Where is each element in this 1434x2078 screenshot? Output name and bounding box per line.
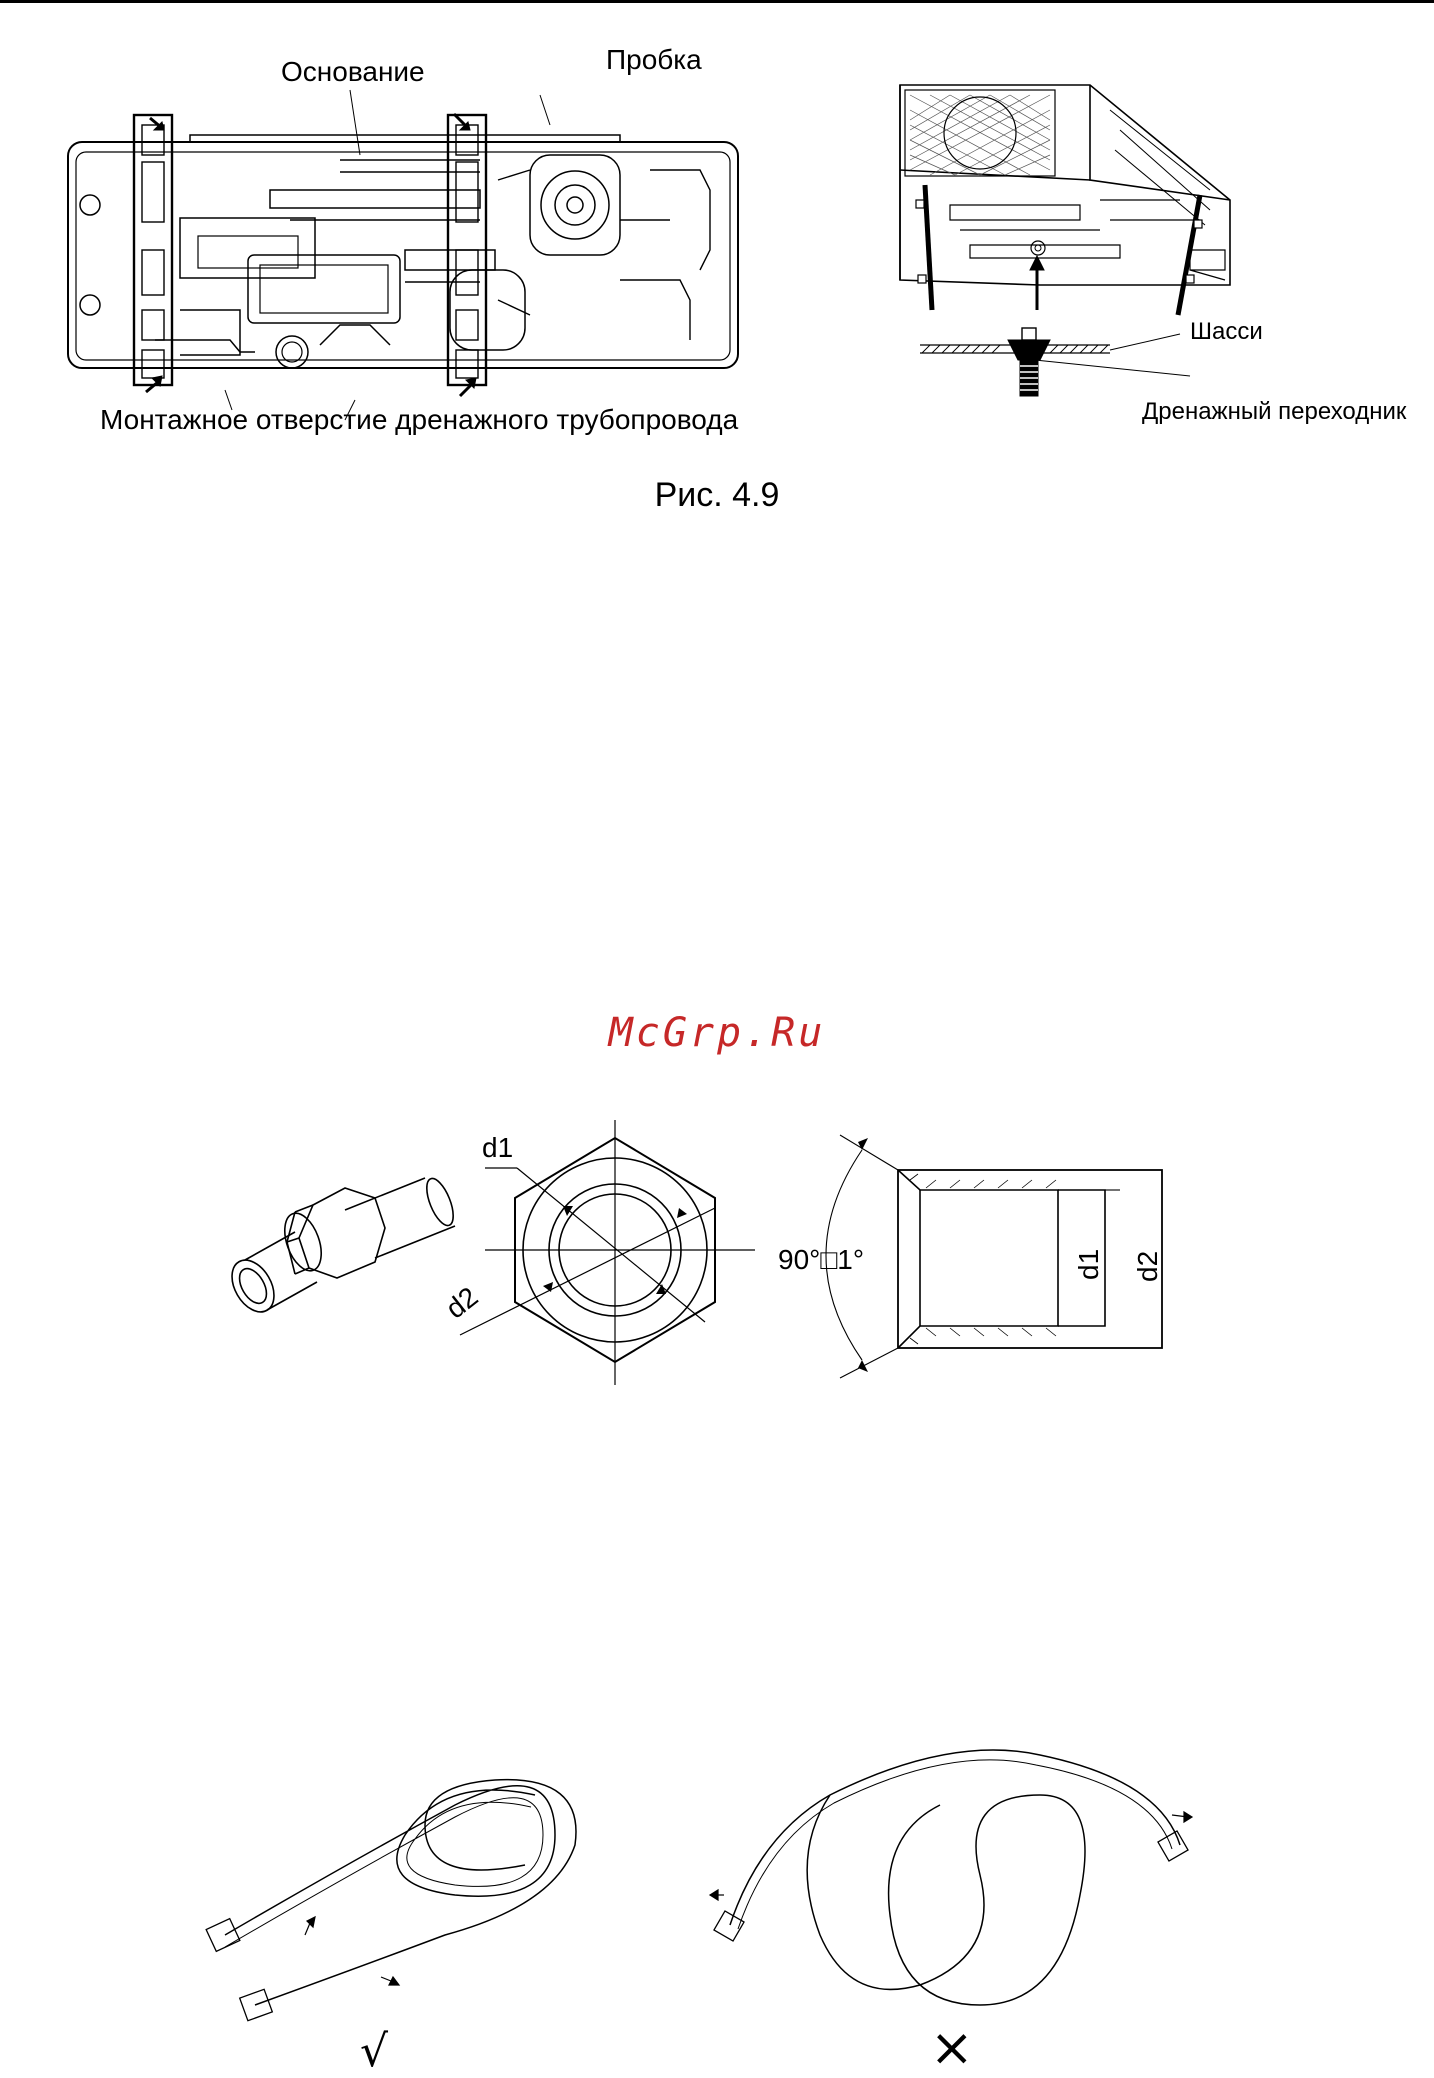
label-flare-angle: 90°□1° [778,1244,865,1275]
coiled-pipe-correct [195,1735,595,2035]
label-d2-section: d2 [1132,1250,1163,1282]
wrong-mark: × [930,2018,974,2078]
label-d1-section: d1 [1073,1248,1104,1280]
label-base: Основание [281,56,425,87]
figure-caption: Рис. 4.9 [654,476,780,514]
label-plug: Пробка [606,44,702,75]
outdoor-unit-drawing [860,70,1300,420]
label-drain-adapter: Дренажный переходник [1142,398,1407,425]
unit-base-drawing [60,100,760,400]
label-drain-mount-hole: Монтажное отверстие дренажного трубопровода [100,404,739,435]
correct-mark: √ [360,2026,389,2077]
top-rule [0,0,1434,3]
label-d2-hex: d2 [440,1280,484,1325]
watermark: McGrp.Ru [608,1010,826,1056]
label-d1-hex: d1 [482,1132,514,1163]
label-chassis: Шасси [1190,318,1263,345]
coiled-pipe-wrong [700,1715,1220,2035]
